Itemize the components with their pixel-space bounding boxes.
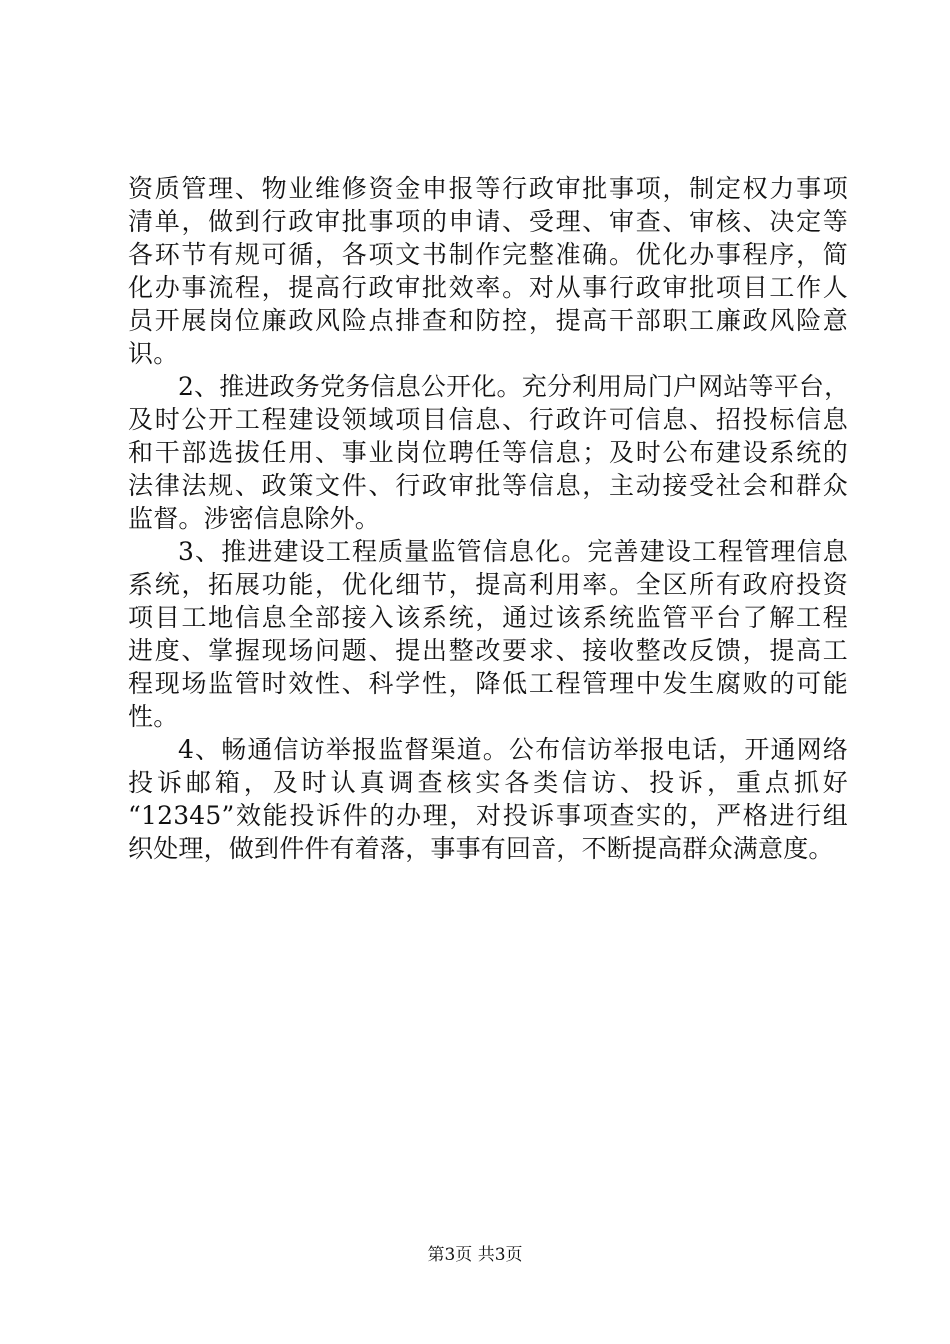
- text-line: 及时公开工程建设领域项目信息、行政许可信息、招投标信息: [128, 405, 848, 434]
- page-number-label: 第3页 共3页: [427, 1245, 523, 1265]
- page-footer: [0, 1243, 950, 1267]
- text-line: 织处理，做到件件有着落，事事有回音，不断提高群众满意度。: [128, 834, 834, 863]
- text-line: 投诉邮箱，及时认真调查核实各类信访、投诉，重点抓好: [128, 768, 848, 797]
- text-line: 监督。涉密信息除外。: [128, 504, 381, 533]
- text-line: 项目工地信息全部接入该系统，通过该系统监管平台了解工程: [128, 603, 848, 632]
- text-line: 资质管理、物业维修资金申报等行政审批事项，制定权力事项: [128, 174, 848, 203]
- text-line: 系统，拓展功能，优化细节，提高利用率。全区所有政府投资: [128, 570, 848, 599]
- paragraph-info-disclosure: [128, 370, 848, 535]
- text-line: 3、推进建设工程质量监管信息化。完善建设工程管理信息: [178, 537, 848, 566]
- paragraph-admin-approval: [128, 172, 848, 370]
- text-line: 4、畅通信访举报监督渠道。公布信访举报电话，开通网络: [178, 735, 848, 764]
- text-line: 各环节有规可循，各项文书制作完整准确。优化办事程序，简: [128, 240, 848, 269]
- text-line: 性。: [128, 702, 179, 731]
- text-line: “12345”效能投诉件的办理，对投诉事项查实的，严格进行组: [128, 801, 848, 830]
- document-body: [128, 172, 848, 865]
- text-line: 2、推进政务党务信息公开化。充分利用局门户网站等平台，: [178, 372, 850, 401]
- text-line: 法律法规、政策文件、行政审批等信息，主动接受社会和群众: [128, 471, 848, 500]
- text-line: 识。: [128, 339, 179, 368]
- paragraph-quality-supervision: [128, 535, 848, 733]
- text-line: 化办事流程，提高行政审批效率。对从事行政审批项目工作人: [128, 273, 848, 302]
- text-line: 进度、掌握现场问题、提出整改要求、接收整改反馈，提高工: [128, 636, 848, 665]
- text-line: 员开展岗位廉政风险点排查和防控，提高干部职工廉政风险意: [128, 306, 848, 335]
- text-line: 程现场监管时效性、科学性，降低工程管理中发生腐败的可能: [128, 669, 848, 698]
- text-line: 和干部选拔任用、事业岗位聘任等信息；及时公布建设系统的: [128, 438, 848, 467]
- text-line: 清单，做到行政审批事项的申请、受理、审查、审核、决定等: [128, 207, 848, 236]
- paragraph-petition-channels: [128, 733, 848, 865]
